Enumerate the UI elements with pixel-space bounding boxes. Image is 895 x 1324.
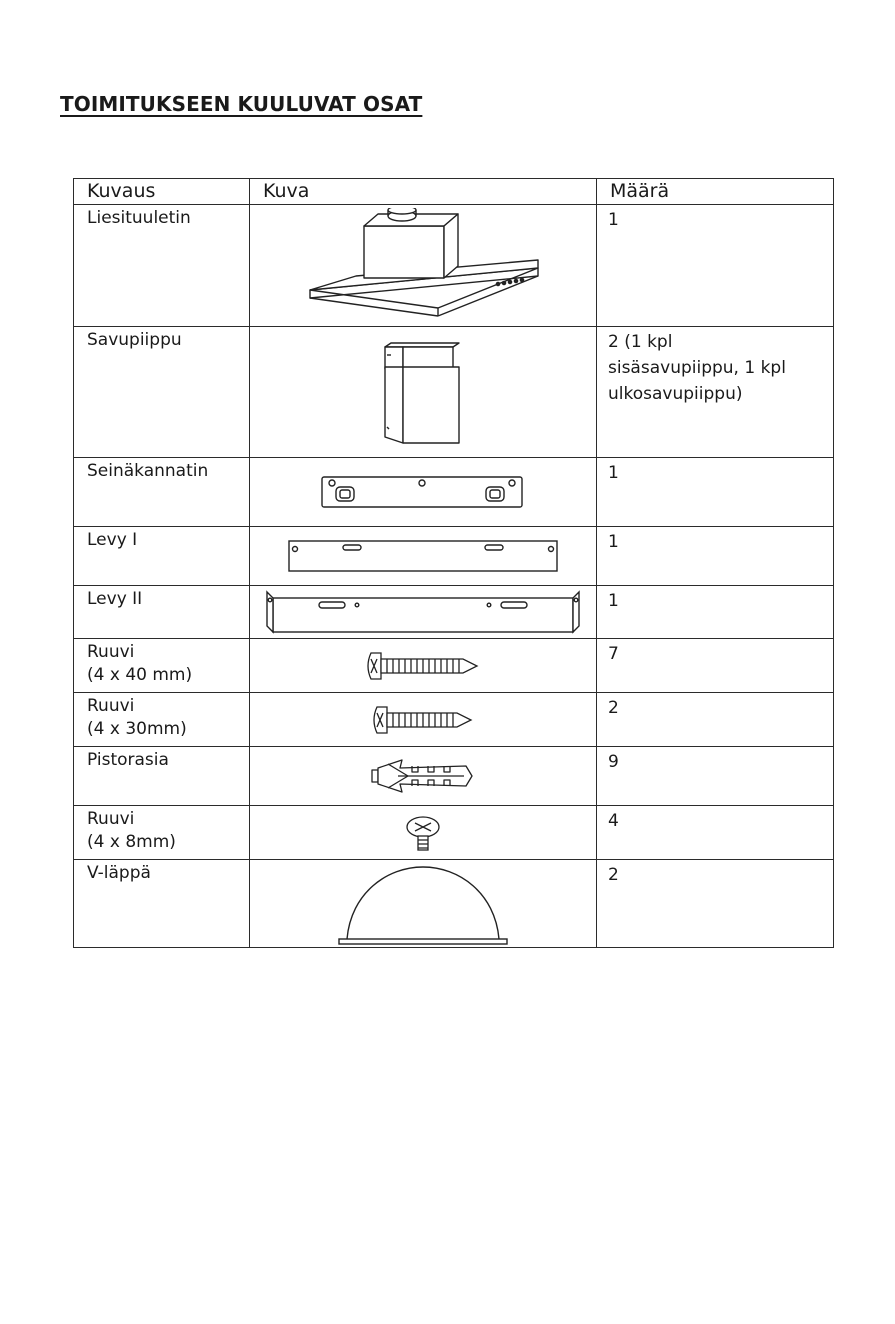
part-image [250,747,597,806]
column-header-image: Kuva [250,179,597,205]
table-row [74,860,834,948]
short-screw-icon [403,813,443,853]
table-row [74,747,834,806]
range-hood-icon [298,208,548,324]
part-quantity: 1 [597,527,834,586]
part-image [250,458,597,527]
table-row [74,205,834,327]
part-description: Liesituuletin [74,205,250,327]
part-quantity: 2 [597,860,834,948]
part-image [250,205,597,327]
part-quantity: 1 [597,205,834,327]
column-header-description: Kuvaus [74,179,250,205]
part-image [250,860,597,948]
long-screw-icon [365,649,481,683]
wall-bracket-icon [318,473,528,511]
parts-table [73,178,834,948]
part-quantity: 7 [597,639,834,693]
table-row [74,327,834,458]
table-row [74,527,834,586]
table-header-row [74,179,834,205]
wall-plug-icon [368,754,478,798]
part-description: Levy I [74,527,250,586]
table-row [74,806,834,860]
part-description: Ruuvi (4 x 40 mm) [74,639,250,693]
column-header-quantity: Määrä [597,179,834,205]
part-image [250,586,597,639]
part-description: Pistorasia [74,747,250,806]
part-image [250,327,597,458]
v-flap-icon [337,863,509,947]
part-description: Savupiippu [74,327,250,458]
plate-one-icon [283,537,563,575]
part-description: V-läppä [74,860,250,948]
part-quantity: 2 [597,693,834,747]
part-quantity: 9 [597,747,834,806]
part-quantity: 1 [597,586,834,639]
table-row [74,458,834,527]
part-image [250,806,597,860]
plate-two-icon [263,588,583,636]
part-quantity: 1 [597,458,834,527]
page-title: TOIMITUKSEEN KUULUVAT OSAT [60,92,423,116]
table-row [74,586,834,639]
part-description: Ruuvi (4 x 30mm) [74,693,250,747]
part-quantity: 4 [597,806,834,860]
part-description: Ruuvi (4 x 8mm) [74,806,250,860]
part-description: Seinäkannatin [74,458,250,527]
table-row [74,693,834,747]
part-image [250,639,597,693]
part-image [250,693,597,747]
table-row [74,639,834,693]
part-quantity: 2 (1 kpl sisäsavupiippu, 1 kpl ulkosavupiippu) [597,327,834,458]
screw-icon [371,703,475,737]
chimney-icon [373,337,473,447]
part-image [250,527,597,586]
part-description: Levy II [74,586,250,639]
